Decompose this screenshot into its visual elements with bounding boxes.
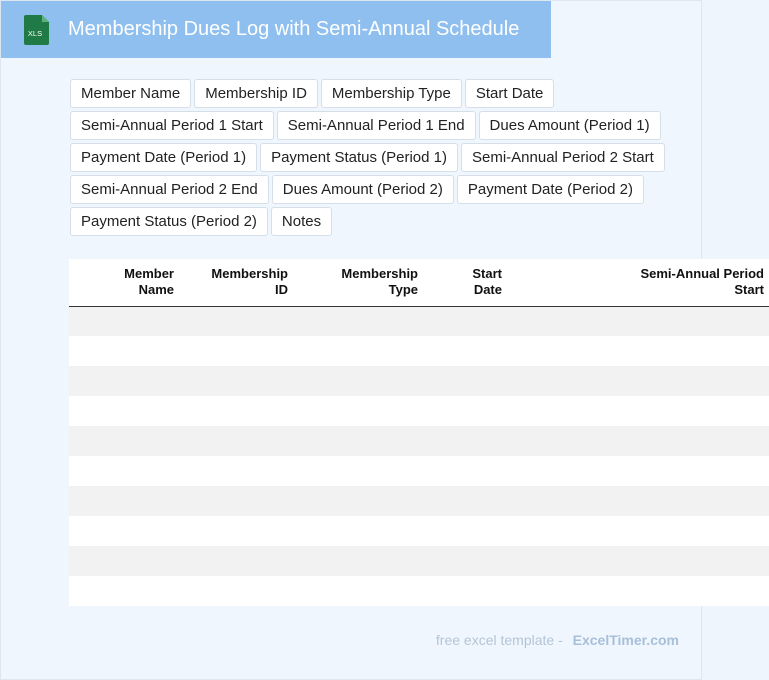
table-cell[interactable] [179, 546, 293, 576]
table-body [69, 306, 769, 606]
field-chip: Payment Date (Period 1) [70, 143, 257, 172]
column-header-line: Start [734, 282, 764, 298]
table-cell[interactable] [179, 336, 293, 366]
table-row [69, 546, 769, 576]
field-chip: Start Date [465, 79, 555, 108]
table-cell[interactable] [69, 456, 179, 486]
column-header-line: Name [138, 282, 174, 298]
field-chip: Membership Type [321, 79, 462, 108]
table-cell[interactable] [423, 426, 507, 456]
table-cell[interactable] [293, 336, 423, 366]
column-header [179, 259, 293, 306]
column-header-line: ID [275, 282, 288, 298]
table-cell[interactable] [179, 426, 293, 456]
table-cell[interactable] [179, 516, 293, 546]
table-cell[interactable] [423, 396, 507, 426]
table-cell[interactable] [69, 546, 179, 576]
dues-table-container [69, 259, 764, 606]
field-chip: Dues Amount (Period 1) [479, 111, 661, 140]
footer-lead-text: free excel template - [435, 632, 563, 648]
table-cell[interactable] [507, 426, 769, 456]
field-chip: Payment Date (Period 2) [457, 175, 644, 204]
table-cell[interactable] [507, 546, 769, 576]
table-cell[interactable] [69, 366, 179, 396]
table-cell[interactable] [423, 576, 507, 606]
field-chip: Membership ID [194, 79, 318, 108]
table-cell[interactable] [293, 516, 423, 546]
table-cell[interactable] [179, 366, 293, 396]
table-cell[interactable] [423, 486, 507, 516]
table-cell[interactable] [293, 396, 423, 426]
column-header [507, 259, 769, 306]
table-cell[interactable] [69, 396, 179, 426]
table-cell[interactable] [179, 456, 293, 486]
table-cell[interactable] [507, 306, 769, 336]
field-chip: Dues Amount (Period 2) [272, 175, 454, 204]
table-cell[interactable] [507, 486, 769, 516]
table-cell[interactable] [293, 426, 423, 456]
excel-icon-label: XLS [27, 29, 43, 38]
table-cell[interactable] [69, 426, 179, 456]
column-header-line: Type [388, 282, 418, 298]
table-cell[interactable] [507, 396, 769, 426]
field-chip: Member Name [70, 79, 191, 108]
table-cell[interactable] [293, 456, 423, 486]
table-cell[interactable] [423, 336, 507, 366]
table-cell[interactable] [293, 546, 423, 576]
table-cell[interactable] [293, 306, 423, 336]
table-cell[interactable] [293, 486, 423, 516]
column-header [423, 259, 507, 306]
table-cell[interactable] [507, 336, 769, 366]
footer-brand-link[interactable]: ExcelTimer.com [572, 632, 679, 648]
table-cell[interactable] [293, 366, 423, 396]
table-cell[interactable] [69, 576, 179, 606]
table-cell[interactable] [69, 516, 179, 546]
column-header-line: Membership [211, 266, 288, 282]
table-cell[interactable] [507, 576, 769, 606]
table-cell[interactable] [423, 546, 507, 576]
table-cell[interactable] [293, 576, 423, 606]
table-row [69, 306, 769, 336]
table-cell[interactable] [69, 306, 179, 336]
field-chip: Payment Status (Period 2) [70, 207, 268, 236]
excel-file-icon [23, 15, 51, 45]
title-banner [1, 1, 551, 58]
field-chip: Notes [271, 207, 332, 236]
table-header-row [69, 259, 769, 306]
field-chip: Payment Status (Period 1) [260, 143, 458, 172]
column-header-line: Member [124, 266, 174, 282]
table-cell[interactable] [179, 486, 293, 516]
field-chip: Semi-Annual Period 1 End [277, 111, 476, 140]
column-header [293, 259, 423, 306]
field-chip: Semi-Annual Period 1 Start [70, 111, 274, 140]
column-header [69, 259, 179, 306]
table-row [69, 426, 769, 456]
table-row [69, 336, 769, 366]
column-header-line: Membership [341, 266, 418, 282]
field-chip: Semi-Annual Period 2 Start [461, 143, 665, 172]
table-cell[interactable] [507, 366, 769, 396]
table-row [69, 396, 769, 426]
table-cell[interactable] [507, 516, 769, 546]
dues-table [69, 259, 769, 606]
column-header-line: Start [472, 266, 502, 282]
table-cell[interactable] [423, 366, 507, 396]
table-cell[interactable] [179, 396, 293, 426]
table-cell[interactable] [179, 306, 293, 336]
table-row [69, 486, 769, 516]
column-header-line: Date [473, 282, 502, 298]
table-row [69, 576, 769, 606]
table-cell[interactable] [423, 306, 507, 336]
field-list [70, 79, 670, 236]
table-row [69, 366, 769, 396]
table-cell[interactable] [179, 576, 293, 606]
table-row [69, 456, 769, 486]
footer-credit [436, 632, 679, 648]
table-cell[interactable] [69, 486, 179, 516]
page-title: Membership Dues Log with Semi-Annual Schedule [68, 18, 520, 40]
table-row [69, 516, 769, 546]
column-header-line: Semi-Annual Period [640, 266, 764, 282]
table-cell[interactable] [423, 516, 507, 546]
table-cell[interactable] [423, 456, 507, 486]
table-cell[interactable] [69, 336, 179, 366]
table-cell[interactable] [507, 456, 769, 486]
field-chip: Semi-Annual Period 2 End [70, 175, 269, 204]
